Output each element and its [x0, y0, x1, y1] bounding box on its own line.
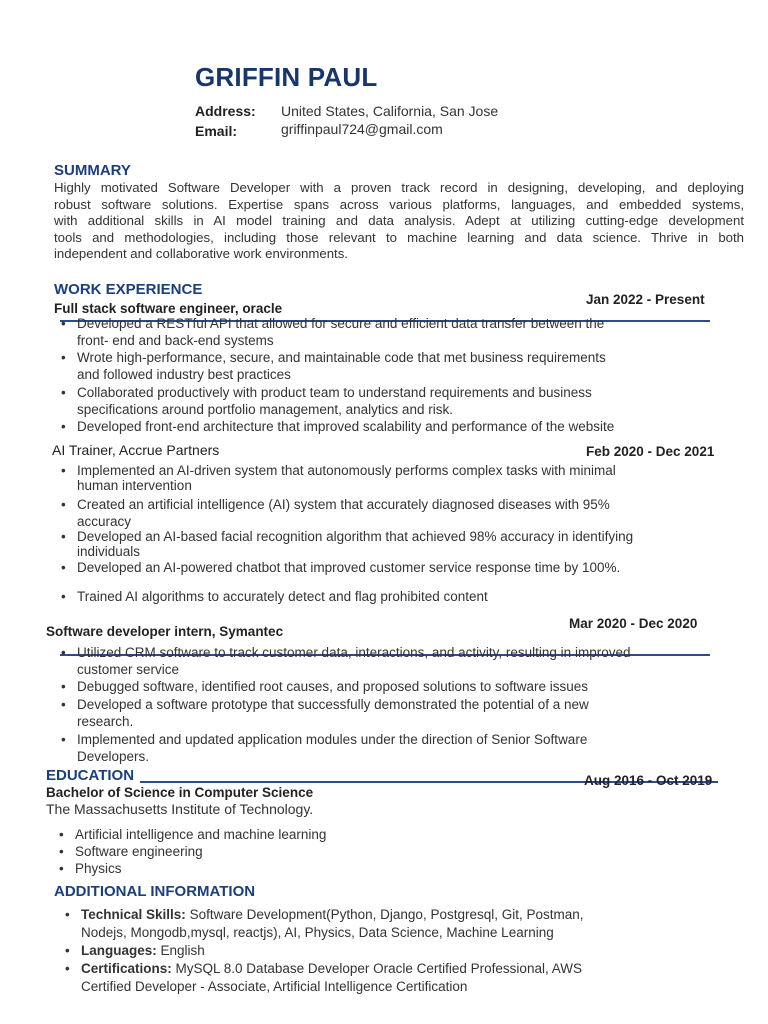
list-item: • Implemented and updated application modules under the direction of Senior Software Developers.	[61, 732, 588, 764]
summary-line: robust software solutions. Expertise spans across various platforms, languages, and embedded systems,	[54, 196, 744, 212]
list-item: • Utilized CRM software to track customer data, interactions, and activity, resulting in improved customer service	[61, 645, 631, 677]
summary-line: independent and collaborative work environments.	[54, 246, 348, 262]
list-item: • Trained AI algorithms to accurately detect and flag prohibited content	[61, 589, 488, 604]
list-item: • Developed front-end architecture that improved scalability and performance of the website	[61, 419, 615, 434]
address-label: Address:	[195, 103, 256, 119]
job-dates: Mar 2020 - Dec 2020	[569, 616, 698, 631]
list-item: • Software engineering	[59, 844, 203, 859]
job-title: AI Trainer, Accrue Partners	[52, 442, 220, 458]
degree-title: Bachelor of Science in Computer Science	[46, 785, 314, 800]
list-item: • Developed a RESTful API that allowed for secure and efficient data transfer between the front- end and back-end systems	[61, 316, 605, 348]
job-title: Software developer intern, Symantec	[46, 624, 284, 639]
list-item: • Technical Skills: Software Development(Python, Django, Postgresql, Git, Postman, Nodejs, Mongodb,mysql, reactjs), AI, Physics, Data Science, Machine Learning	[65, 907, 584, 940]
school-name: The Massachusetts Institute of Technology.	[46, 801, 314, 817]
work-experience-heading: WORK EXPERIENCE	[54, 281, 203, 298]
summary-line: with additional skills in AI model training and data analysis. Adept at utilizing cutting-edge development	[54, 213, 744, 229]
list-item: • Wrote high-performance, secure, and maintainable code that met business requirements and followed industry best practices	[61, 350, 606, 382]
list-item: • Developed a software prototype that successfully demonstrated the potential of a new research.	[61, 697, 589, 729]
candidate-name: GRIFFIN PAUL	[195, 62, 378, 92]
summary-line: Highly motivated Software Developer with a proven track record in designing, developing, and deploying	[54, 180, 744, 195]
list-item: • Languages: English	[65, 943, 205, 958]
list-item: • Developed an AI-based facial recognition algorithm that achieved 98% accuracy in identifying individuals	[61, 529, 634, 559]
list-item: • Artificial intelligence and machine learning	[59, 827, 327, 842]
address-value: United States, California, San Jose	[281, 103, 499, 119]
list-item: • Physics	[59, 861, 122, 876]
list-item: • Debugged software, identified root causes, and proposed solutions to software issues	[61, 679, 589, 694]
job-dates: Jan 2022 - Present	[586, 292, 705, 307]
job-dates: Feb 2020 - Dec 2021	[586, 444, 715, 459]
list-item: • Collaborated productively with product team to understand requirements and business specifications around portfolio management, analytics and risk.	[61, 385, 592, 417]
education-dates: Aug 2016 - Oct 2019	[584, 773, 713, 788]
email-value: griffinpaul724@gmail.com	[281, 121, 443, 137]
list-item: • Developed an AI-powered chatbot that improved customer service response time by 100%.	[61, 560, 621, 575]
summary-heading: SUMMARY	[54, 162, 131, 179]
summary-line: tools and methodologies, including those relevant to machine learning and data science. Thrive in both	[54, 229, 744, 245]
education-heading: EDUCATION	[46, 767, 135, 784]
additional-info-heading: ADDITIONAL INFORMATION	[54, 883, 256, 900]
list-item: • Created an artificial intelligence (AI) system that accurately diagnosed diseases with 95% accuracy	[61, 497, 610, 529]
summary-text	[54, 180, 744, 263]
list-item: • Implemented an AI-driven system that autonomously performs complex tasks with minimal human intervention	[61, 463, 616, 493]
list-item: • Certifications: MySQL 8.0 Database Developer Oracle Certified Professional, AWS Certified Developer - Associate, Artificial Intelligence Certification	[65, 961, 582, 994]
job-title: Full stack software engineer, oracle	[54, 301, 283, 316]
email-label: Email:	[195, 123, 238, 139]
